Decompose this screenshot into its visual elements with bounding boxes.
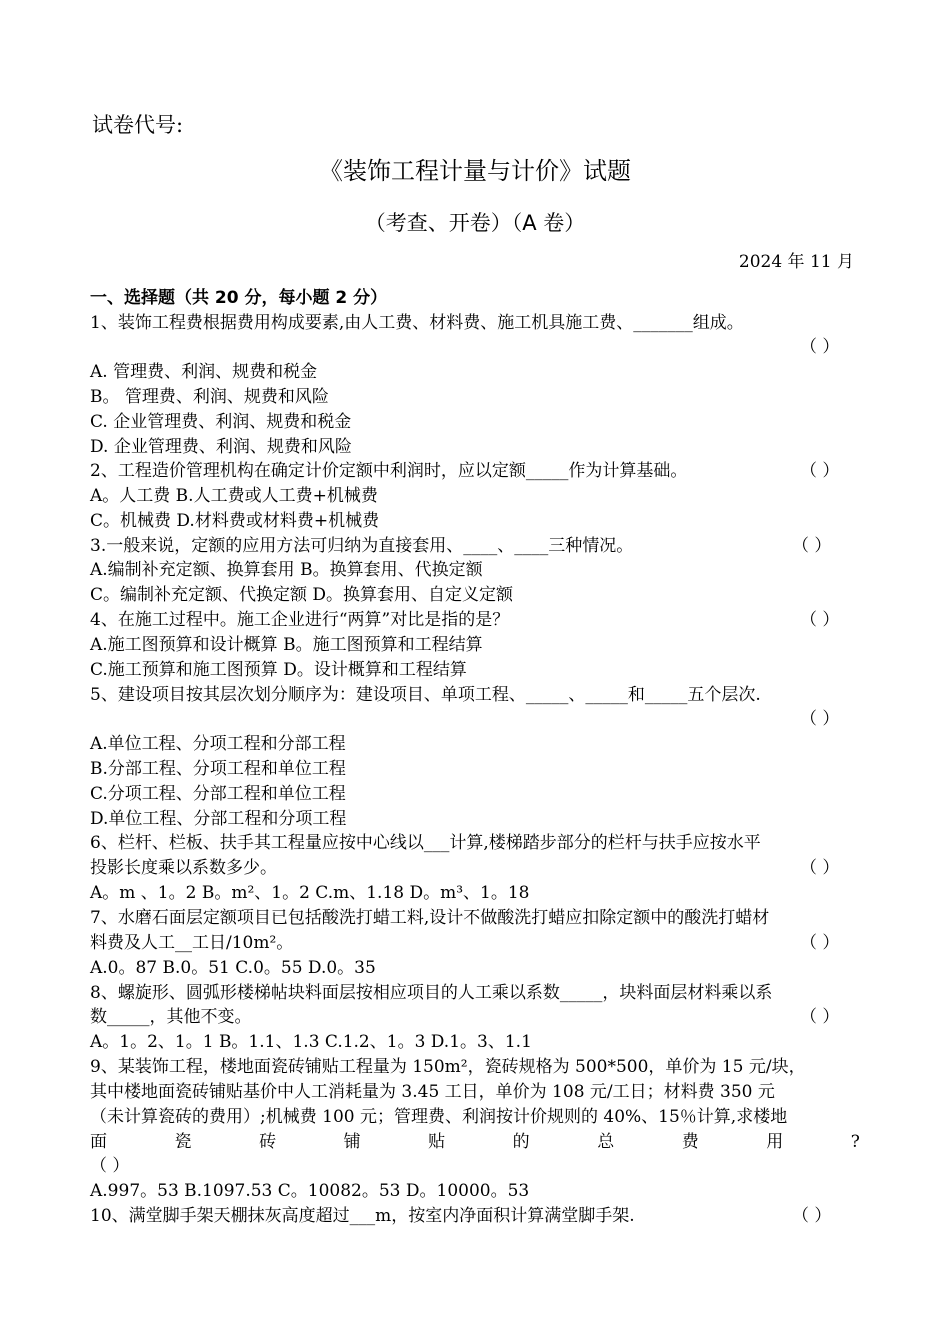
answer-blank-8: （ ） [800, 1007, 840, 1027]
option-1a: A. 管理费、利润、规费和税金 [90, 362, 318, 382]
exam-subtitle: （考查、开卷）（A 卷） [364, 211, 586, 235]
options-3ab: A.编制补充定额、换算套用 B。换算套用、代换定额 [90, 560, 483, 580]
q9-char: 瓷 [174, 1132, 192, 1152]
options-6: A。m 、1。2 B。m²、1。2 C.m、1.18 D。m³、1。18 [90, 883, 530, 903]
q9-char: 的 [512, 1132, 530, 1152]
question-7-line1: 7、水磨石面层定额项目已包括酸洗打蜡工料,设计不做酸洗打蜡应扣除定额中的酸洗打蜡材 [90, 908, 770, 928]
question-9-line1: 9、某装饰工程，楼地面瓷砖铺贴工程量为 150m²，瓷砖规格为 500*500，单价为 15 元/块， [90, 1057, 806, 1077]
answer-blank-9: （ ） [90, 1156, 130, 1176]
q9-char: 砖 [259, 1132, 277, 1152]
question-9-line4 [90, 1131, 860, 1153]
q9-char: 铺 [343, 1132, 361, 1152]
question-3: 3.一般来说，定额的应用方法可归纳为直接套用、____、____三种情况。 [90, 536, 634, 556]
section-title: 一、选择题（共 20 分，每小题 2 分） [90, 288, 388, 308]
options-9: A.997。53 B.1097.53 C。10082。53 D。10000。53 [90, 1181, 530, 1201]
options-7: A.0。87 B.0。51 C.0。55 D.0。35 [90, 958, 376, 978]
exam-date: 2024 年 11 月 [738, 252, 854, 272]
question-2: 2、工程造价管理机构在确定计价定额中利润时，应以定额_____作为计算基础。 [90, 461, 688, 481]
option-5d: D.单位工程、分部工程和分项工程 [90, 809, 347, 829]
answer-blank-7: （ ） [800, 933, 840, 953]
question-4: 4、在施工过程中。施工企业进行“两算”对比是指的是？ [90, 610, 510, 630]
answer-blank-4: （ ） [800, 610, 840, 630]
options-4cd: C.施工预算和施工图预算 D。设计概算和工程结算 [90, 660, 467, 680]
q9-char: 费 [681, 1132, 699, 1152]
q9-char: 面 [90, 1132, 107, 1152]
answer-blank-10: （ ） [792, 1206, 832, 1226]
question-6-line1: 6、栏杆、栏板、扶手其工程量应按中心线以___计算,楼梯踏步部分的栏杆与扶手应按水平 [90, 833, 761, 853]
option-1d: D. 企业管理费、利润、规费和风险 [90, 437, 352, 457]
options-2ab: A。人工费 B.人工费或人工费+机械费 [90, 486, 378, 506]
exam-code-label: 试卷代号: [92, 113, 184, 137]
q9-char: 贴 [428, 1132, 446, 1152]
q9-char: 总 [597, 1132, 615, 1152]
question-10: 10、满堂脚手架天棚抹灰高度超过___m，按室内净面积计算满堂脚手架. [90, 1206, 635, 1226]
option-1c: C. 企业管理费、利润、规费和税金 [90, 412, 352, 432]
options-8: A。1。2、1。1 B。1.1、1.3 C.1.2、1。3 D.1。3、1.1 [90, 1032, 532, 1052]
answer-blank-2: （ ） [800, 461, 840, 481]
option-5a: A.单位工程、分项工程和分部工程 [90, 734, 346, 754]
answer-blank-3: （ ） [792, 536, 832, 556]
q9-char: ? [850, 1132, 860, 1152]
answer-blank-5: （ ） [800, 709, 840, 729]
q9-char: 用 [766, 1132, 784, 1152]
exam-title: 《装饰工程计量与计价》试题 [319, 157, 631, 185]
option-5b: B.分部工程、分项工程和单位工程 [90, 759, 346, 779]
options-2cd: C。机械费 D.材料费或材料费+机械费 [90, 511, 380, 531]
question-9-line2: 其中楼地面瓷砖铺贴基价中人工消耗量为 3.45 工日，单价为 108 元/工日；材料费 350 元 [90, 1082, 775, 1102]
question-9-line3: （未计算瓷砖的费用）;机械费 100 元；管理费、利润按计价规则的 40%、15％计算,求楼地 [90, 1107, 788, 1127]
question-5: 5、建设项目按其层次划分顺序为：建设项目、单项工程、_____、_____和_____五个层次. [90, 685, 761, 705]
answer-blank-6: （ ） [800, 858, 840, 878]
question-8-line1: 8、螺旋形、圆弧形楼梯帖块料面层按相应项目的人工乘以系数_____，块料面层材料乘以系 [90, 983, 773, 1003]
answer-blank-1: （ ） [800, 337, 840, 357]
question-7-line2: 料费及人工__工日/10m²。 [90, 933, 294, 953]
question-8-line2: 数_____，其他不变。 [90, 1007, 252, 1027]
question-6-line2: 投影长度乘以系数多少。 [90, 858, 277, 878]
options-3cd: C。编制补充定额、代换定额 D。换算套用、自定义定额 [90, 585, 514, 605]
option-1b: B。 管理费、利润、规费和风险 [90, 387, 329, 407]
options-4ab: A.施工图预算和设计概算 B。施工图预算和工程结算 [90, 635, 483, 655]
option-5c: C.分项工程、分部工程和单位工程 [90, 784, 346, 804]
question-1: 1、装饰工程费根据费用构成要素,由人工费、材料费、施工机具施工费、_______组成。 [90, 313, 744, 333]
